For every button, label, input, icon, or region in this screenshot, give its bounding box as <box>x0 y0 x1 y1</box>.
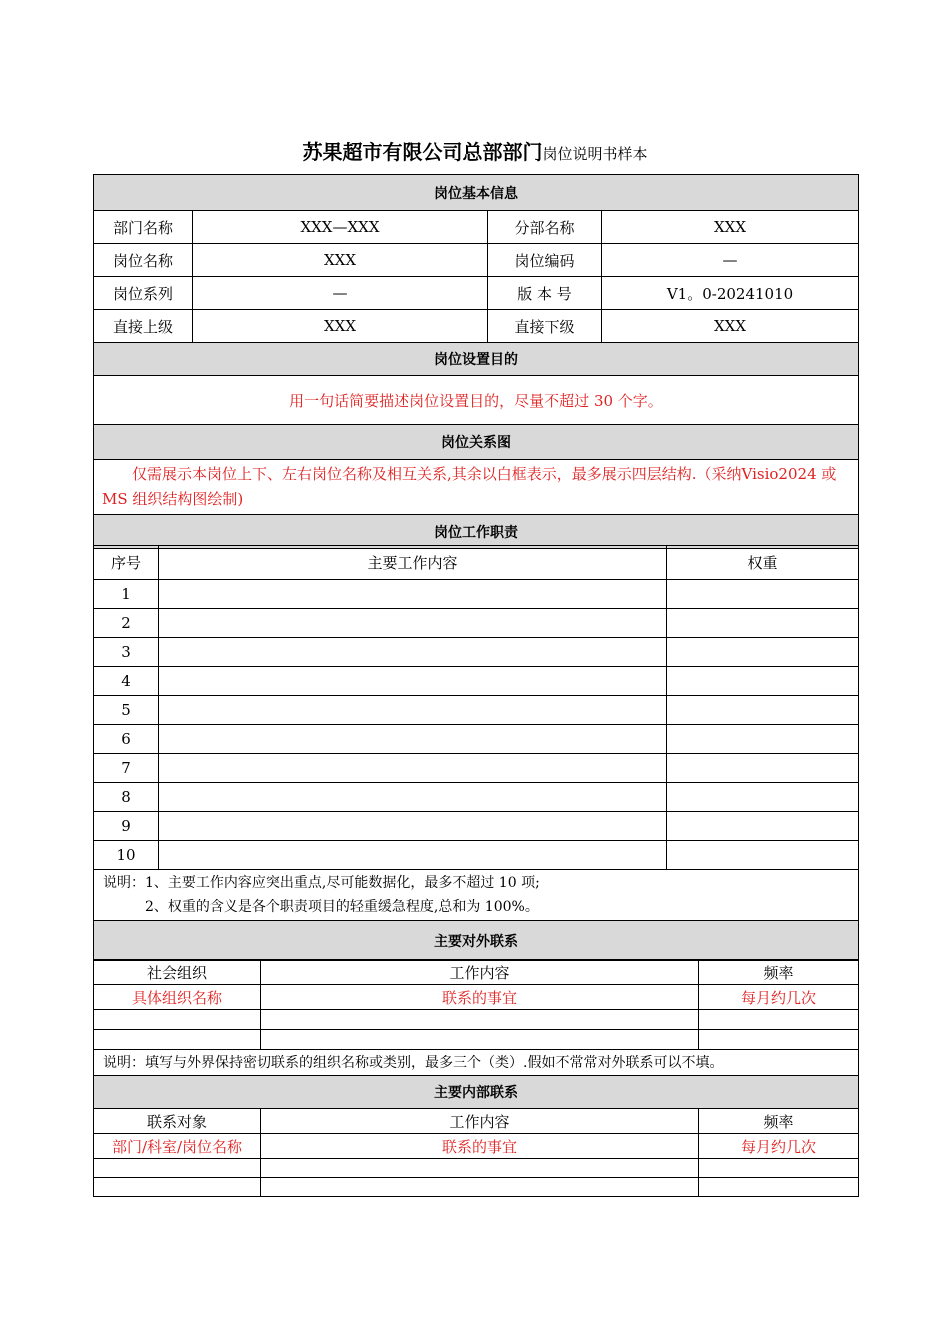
value-post-name: XXX <box>193 244 488 277</box>
label-direct-subordinate: 直接下级 <box>488 310 602 343</box>
col-frequency: 频率 <box>699 960 859 985</box>
empty-cell <box>699 1030 859 1050</box>
duty-weight-cell <box>667 580 859 609</box>
relation-text: 仅需展示本岗位上下、左右岗位名称及相互关系,其余以白框表示，最多展示四层结构.（采纳Visio2024 或 MS 组织结构图绘制) <box>94 460 859 515</box>
basic-info-table <box>93 174 859 549</box>
duty-content-cell <box>159 580 667 609</box>
label-dept-name: 部门名称 <box>94 211 193 244</box>
col-frequency: 频率 <box>699 1109 859 1134</box>
duty-number: 9 <box>94 812 159 841</box>
internal-example-object: 部门/科室/岗位名称 <box>94 1134 261 1159</box>
external-example-frequency: 每月约几次 <box>699 985 859 1010</box>
label-post-name: 岗位名称 <box>94 244 193 277</box>
section-purpose: 岗位设置目的 <box>94 343 859 376</box>
section-relation-chart: 岗位关系图 <box>94 425 859 460</box>
duty-content-cell <box>159 609 667 638</box>
section-basic-info: 岗位基本信息 <box>94 175 859 211</box>
title-subtitle: 岗位说明书样本 <box>542 145 648 163</box>
duty-weight-cell <box>667 609 859 638</box>
duty-weight-cell <box>667 812 859 841</box>
duty-number: 5 <box>94 696 159 725</box>
duty-weight-cell <box>667 783 859 812</box>
duty-number: 6 <box>94 725 159 754</box>
empty-cell <box>94 1159 261 1178</box>
internal-example-content: 联系的事宜 <box>261 1134 699 1159</box>
duty-weight-cell <box>667 696 859 725</box>
empty-cell <box>261 1010 699 1030</box>
col-work-content: 工作内容 <box>261 1109 699 1134</box>
duties-note-line-2: 2、权重的含义是各个职责项目的轻重缓急程度,总和为 100%。 <box>103 899 539 915</box>
label-direct-superior: 直接上级 <box>94 310 193 343</box>
value-post-code: — <box>602 244 859 277</box>
duty-number: 10 <box>94 841 159 870</box>
col-contact-object: 联系对象 <box>94 1109 261 1134</box>
external-note: 说明：填写与外界保持密切联系的组织名称或类别，最多三个（类）.假如不常常对外联系可以不填。 <box>94 1050 859 1076</box>
duty-content-cell <box>159 638 667 667</box>
empty-cell <box>261 1178 699 1197</box>
value-version: V1。0-20241010 <box>602 277 859 310</box>
external-example-content: 联系的事宜 <box>261 985 699 1010</box>
duty-number: 1 <box>94 580 159 609</box>
empty-cell <box>699 1159 859 1178</box>
empty-cell <box>94 1178 261 1197</box>
section-duties: 岗位工作职责 <box>94 515 859 549</box>
duty-weight-cell <box>667 667 859 696</box>
duties-table <box>93 545 859 961</box>
duty-number: 2 <box>94 609 159 638</box>
duty-content-cell <box>159 667 667 696</box>
empty-cell <box>94 1010 261 1030</box>
value-dept-name: XXX—XXX <box>193 211 488 244</box>
duties-note-line-1: 说明：1、主要工作内容应突出重点,尽可能数据化，最多不超过 10 项; <box>103 875 540 891</box>
empty-cell <box>699 1010 859 1030</box>
company-department-title: 苏果超市有限公司总部部门 <box>302 140 543 164</box>
duty-weight-cell <box>667 841 859 870</box>
value-branch-name: XXX <box>602 211 859 244</box>
col-seq: 序号 <box>94 546 159 580</box>
duty-weight-cell <box>667 638 859 667</box>
duty-weight-cell <box>667 754 859 783</box>
internal-example-frequency: 每月约几次 <box>699 1134 859 1159</box>
duties-note <box>94 870 859 921</box>
col-weight: 权重 <box>667 546 859 580</box>
label-post-code: 岗位编码 <box>488 244 602 277</box>
empty-cell <box>261 1159 699 1178</box>
document-title <box>0 136 950 165</box>
external-contacts-table <box>93 959 859 1197</box>
duty-content-cell <box>159 841 667 870</box>
duty-number: 3 <box>94 638 159 667</box>
duty-weight-cell <box>667 725 859 754</box>
value-post-series: — <box>193 277 488 310</box>
value-direct-superior: XXX <box>193 310 488 343</box>
duty-content-cell <box>159 783 667 812</box>
duty-number: 7 <box>94 754 159 783</box>
duty-number: 4 <box>94 667 159 696</box>
duty-content-cell <box>159 812 667 841</box>
external-example-org: 具体组织名称 <box>94 985 261 1010</box>
duty-content-cell <box>159 696 667 725</box>
duty-number: 8 <box>94 783 159 812</box>
section-external-contacts: 主要对外联系 <box>94 921 859 961</box>
label-branch-name: 分部名称 <box>488 211 602 244</box>
label-version: 版 本 号 <box>488 277 602 310</box>
empty-cell <box>261 1030 699 1050</box>
empty-cell <box>699 1178 859 1197</box>
col-main-content: 主要工作内容 <box>159 546 667 580</box>
col-work-content: 工作内容 <box>261 960 699 985</box>
purpose-text: 用一句话简要描述岗位设置目的，尽量不超过 30 个字。 <box>94 376 859 425</box>
duty-content-cell <box>159 725 667 754</box>
duty-content-cell <box>159 754 667 783</box>
section-internal-contacts: 主要内部联系 <box>94 1076 859 1109</box>
empty-cell <box>94 1030 261 1050</box>
col-social-org: 社会组织 <box>94 960 261 985</box>
label-post-series: 岗位系列 <box>94 277 193 310</box>
value-direct-subordinate: XXX <box>602 310 859 343</box>
